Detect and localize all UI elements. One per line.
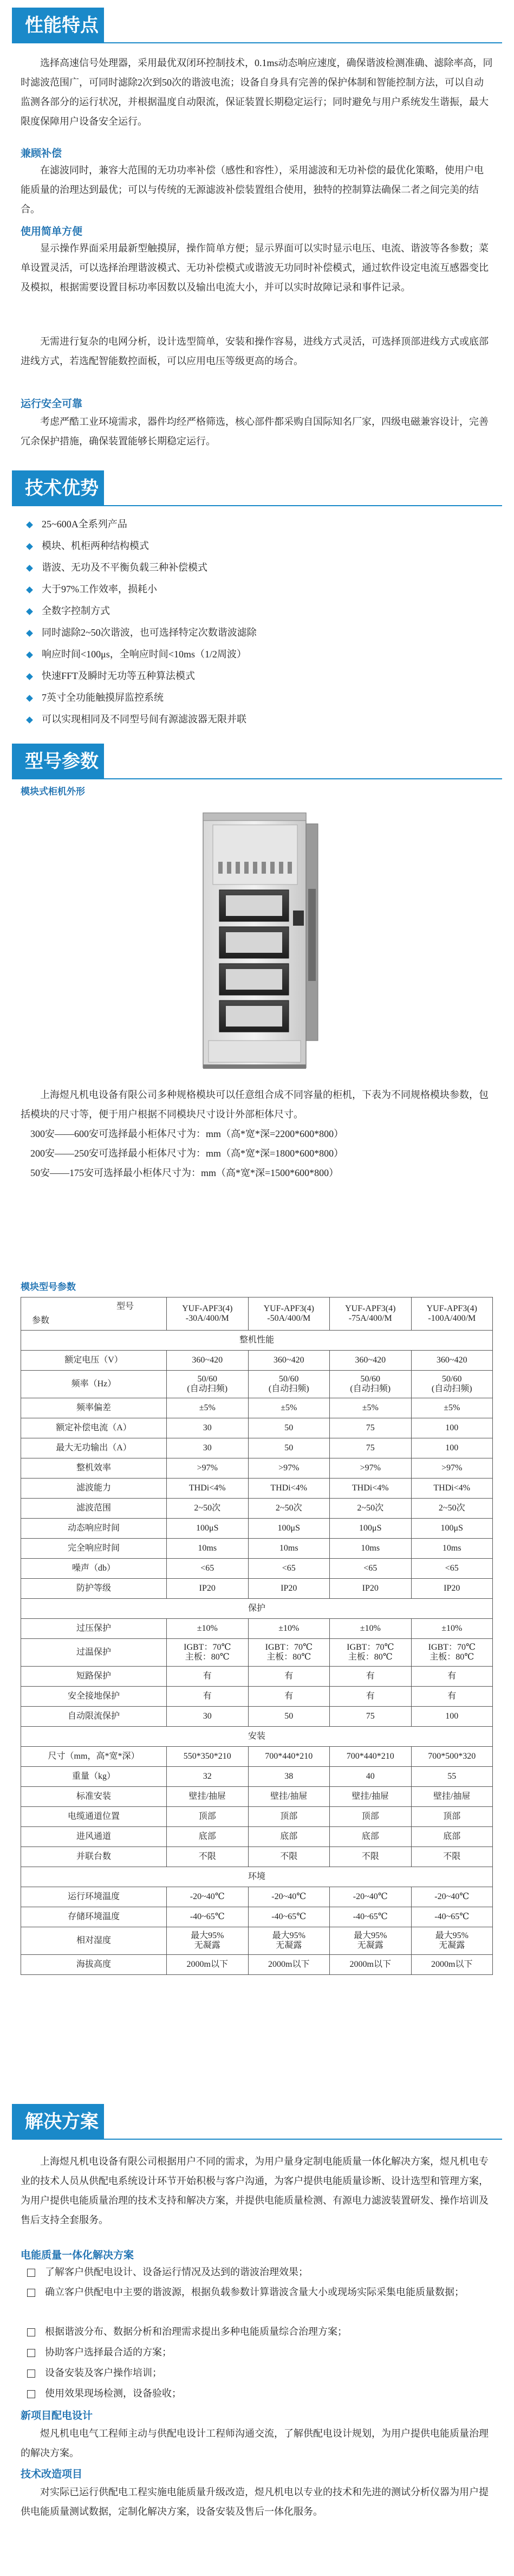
- features-sub-easy: 使用简单方便: [21, 226, 83, 237]
- cabinet-size-line: 300安——600安可选择最小柜体尺寸为：mm（高*宽*深=2200*600*800）: [30, 1128, 344, 1139]
- row-label-cell: 进风通道: [21, 1827, 167, 1847]
- features-p2: 显示操作界面采用最新型触摸屏，操作简单方便；显示界面可以实时显示电压、电流、谐波等各参数；菜单设置灵活，可以选择治理谐波模式、无功补偿模式或谐波无功同时补偿模式，通过软件设定电流互感器变比及模拟，根据需要设置目标功率因数以及输出电流大小，并可以实时故障记录和事件记录。: [21, 243, 489, 293]
- table-cell: 有: [167, 1687, 249, 1707]
- table-cell: -40~65℃: [248, 1907, 330, 1927]
- table-cell: 360~420: [330, 1351, 412, 1371]
- table-cell: 55: [411, 1767, 493, 1787]
- table-group-title: 环境: [21, 1867, 493, 1887]
- features-intro: 选择高速信号处理器，采用最优双闭环控制技术，0.1ms动态响应速度，确保谐波检测准确、滤除率高，同时滤波范围广，可同时滤除2次到50次的谐波电流；设备自身具有完善的保护体制和智能控制方法，可以自动监测各部分的运行状况，并根据温度自动限流，保证装置长期稳定运行；同时避免与用户系统发生谐振，最大限度保障用户设备安全运行。: [21, 57, 493, 127]
- row-label-cell: 额定补偿电流（A）: [21, 1418, 167, 1438]
- table-cell: 10ms: [167, 1539, 249, 1559]
- table-cell: 底部: [167, 1827, 249, 1847]
- table-cell: 2~50次: [167, 1499, 249, 1519]
- table-cell: 有: [411, 1667, 493, 1687]
- table-cell: THDi<4%: [411, 1479, 493, 1499]
- row-label-cell: 动态响应时间: [21, 1519, 167, 1539]
- checkbox-icon: [27, 2269, 35, 2277]
- table-row: [21, 1458, 493, 1479]
- row-label-cell: 海拔高度: [21, 1955, 167, 1975]
- table-row: [21, 1639, 493, 1667]
- solution-step: 使用效果现场检测，设备验收；: [27, 2384, 181, 2403]
- model-header-cell: YUF-APF3(4) -75A/400/M: [330, 1297, 412, 1331]
- row-label-cell: 滤波能力: [21, 1479, 167, 1499]
- table-cell: 550*350*210: [167, 1747, 249, 1767]
- row-label-cell: 存储环境温度: [21, 1907, 167, 1927]
- advantage-item: 模块、机柜两种结构模式: [27, 535, 149, 556]
- table-cell: 有: [330, 1667, 412, 1687]
- row-label-cell: 标准安装: [21, 1787, 167, 1807]
- table-row: [21, 1927, 493, 1955]
- table-cell: 最大95% 无凝露: [248, 1927, 330, 1955]
- table-cell: 顶部: [167, 1807, 249, 1827]
- table-cell: 底部: [330, 1827, 412, 1847]
- table-row: [21, 1418, 493, 1438]
- spec-table-body: [21, 1297, 493, 1975]
- table-cell: 30: [167, 1438, 249, 1458]
- diamond-bullet-icon: [26, 717, 33, 724]
- row-label-cell: 防护等级: [21, 1579, 167, 1599]
- table-cell: 75: [330, 1707, 412, 1727]
- table-row: [21, 1887, 493, 1907]
- table-row: [21, 1747, 493, 1767]
- table-cell: 10ms: [248, 1539, 330, 1559]
- row-label-cell: 整机效率: [21, 1458, 167, 1479]
- section-title-features: 性能特点: [12, 8, 104, 43]
- table-cell: 2000m以下: [411, 1955, 493, 1975]
- features-p4: 考虑严酷工业环境需求，器件均经严格筛选，核心部件都采购自国际知名厂家，四级电磁兼容设计，完善冗余保护措施，确保装置能够长期稳定运行。: [21, 416, 489, 447]
- model-header-cell: YUF-APF3(4) -30A/400/M: [167, 1297, 249, 1331]
- table-row: [21, 1559, 493, 1579]
- table-cell: 30: [167, 1707, 249, 1727]
- table-cell: ±10%: [330, 1619, 412, 1639]
- solutions-p3: 对实际已运行供配电工程实施电能质量升级改造，煜凡机电以专业的技术和先进的测试分析仪器为用户提供电能质量测试数据，定制化解决方案，设备安装及售后一体化服务。: [21, 2487, 489, 2517]
- table-cell: 100μS: [411, 1519, 493, 1539]
- table-cell: 最大95% 无凝露: [167, 1927, 249, 1955]
- diamond-bullet-icon: [26, 609, 33, 616]
- row-label-cell: 自动限流保护: [21, 1707, 167, 1727]
- table-cell: 壁挂/抽屉: [248, 1787, 330, 1807]
- spec-table: [21, 1297, 493, 1975]
- table-cell: 38: [248, 1767, 330, 1787]
- row-label-cell: 尺寸（mm，高*宽*深）: [21, 1747, 167, 1767]
- table-row: [21, 1787, 493, 1807]
- diamond-bullet-icon: [26, 522, 33, 529]
- table-row: [21, 1807, 493, 1827]
- table-cell: 2~50次: [411, 1499, 493, 1519]
- table-cell: 顶部: [411, 1807, 493, 1827]
- table-cell: -40~65℃: [330, 1907, 412, 1927]
- row-label-cell: 完全响应时间: [21, 1539, 167, 1559]
- table-cell: 不限: [167, 1847, 249, 1867]
- solutions-sub-retrofit: 技术改造项目: [21, 2469, 83, 2480]
- table-cell: 2~50次: [330, 1499, 412, 1519]
- table-cell: IP20: [167, 1579, 249, 1599]
- table-cell: >97%: [330, 1458, 412, 1479]
- table-cell: -20~40℃: [248, 1887, 330, 1907]
- advantage-item: 25~600A全系列产品: [27, 514, 127, 534]
- table-cell: -20~40℃: [167, 1887, 249, 1907]
- table-group-row: [21, 1599, 493, 1619]
- table-row: [21, 1619, 493, 1639]
- advantage-item: 同时滤除2~50次谐波，也可选择特定次数谐波滤除: [27, 622, 257, 643]
- table-cell: 75: [330, 1418, 412, 1438]
- model-header-cell: YUF-APF3(4) -50A/400/M: [248, 1297, 330, 1331]
- table-cell: IGBT：70℃ 主板：80℃: [248, 1639, 330, 1667]
- table-row: [21, 1827, 493, 1847]
- corner-param-label: 参数: [32, 1316, 50, 1325]
- table-cell: 32: [167, 1767, 249, 1787]
- table-cell: -40~65℃: [411, 1907, 493, 1927]
- table-cell: IGBT：70℃ 主板：80℃: [330, 1639, 412, 1667]
- table-header-row: [21, 1297, 493, 1331]
- features-p1: 在滤波同时，兼容大范围的无功功率补偿（感性和容性），采用滤波和无功补偿的最优化策略，使用户电能质量的治理达到最优；可以与传统的无源滤波补偿装置组合使用，独特的控制算法确保二者之间完美的结合。: [21, 165, 484, 215]
- table-cell: 顶部: [248, 1807, 330, 1827]
- advantage-item: 全数字控制方式: [27, 601, 110, 621]
- solutions-intro: 上海煜凡机电设备有限公司根据用户不同的需求，为用户量身定制电能质量一体化解决方案，煜凡机电专业的技术人员从供配电系统设计环节开始积极与客户沟通，为客户提供电能质量诊断、设计选型和管理方案，为用户提供电能质量治理的技术支持和解决方案，并提供电能质量检测、有源电力滤波装置研发、操作培训及售后支持全套服务。: [21, 2156, 489, 2225]
- table-cell: 50/60 (自动扫频): [248, 1371, 330, 1398]
- table-cell: 100: [411, 1418, 493, 1438]
- table-cell: IGBT：70℃ 主板：80℃: [411, 1639, 493, 1667]
- table-cell: ±5%: [248, 1398, 330, 1418]
- table-cell: 最大95% 无凝露: [330, 1927, 412, 1955]
- table-cell: 50/60 (自动扫频): [330, 1371, 412, 1398]
- checkbox-icon: [27, 2328, 35, 2336]
- table-cell: 10ms: [330, 1539, 412, 1559]
- section-title-models: 型号参数: [12, 744, 104, 779]
- table-cell: >97%: [167, 1458, 249, 1479]
- table-cell: 100μS: [167, 1519, 249, 1539]
- table-cell: 100: [411, 1707, 493, 1727]
- diamond-bullet-icon: [26, 652, 33, 659]
- table-cell: ±10%: [167, 1619, 249, 1639]
- row-label-cell: 频率（Hz）: [21, 1371, 167, 1398]
- diamond-bullet-icon: [26, 674, 33, 681]
- table-cell: THDi<4%: [330, 1479, 412, 1499]
- table-row: [21, 1371, 493, 1398]
- table-cell: 40: [330, 1767, 412, 1787]
- solution-step: 了解客户供配电设计、设备运行情况及达到的谐波治理效果；: [27, 2262, 308, 2282]
- table-cell: 壁挂/抽屉: [167, 1787, 249, 1807]
- table-row: [21, 1687, 493, 1707]
- checkbox-icon: [27, 2289, 35, 2297]
- row-label-cell: 重量（kg）: [21, 1767, 167, 1787]
- table-cell: 100μS: [330, 1519, 412, 1539]
- features-sub-reliable: 运行安全可靠: [21, 398, 83, 410]
- table-cell: 顶部: [330, 1807, 412, 1827]
- section-divider: [12, 2139, 502, 2140]
- row-label-cell: 滤波范围: [21, 1499, 167, 1519]
- models-sub-table: 模块型号参数: [21, 1282, 76, 1292]
- table-cell: <65: [411, 1559, 493, 1579]
- table-cell: 10ms: [411, 1539, 493, 1559]
- table-cell: ±5%: [411, 1398, 493, 1418]
- row-label-cell: 短路保护: [21, 1667, 167, 1687]
- table-row: [21, 1351, 493, 1371]
- solution-step: 确立客户供配电中主要的谐波源，根据负载参数计算谐波含量大小或现场实际采集电能质量数据；: [27, 2283, 493, 2301]
- row-label-cell: 噪声（db）: [21, 1559, 167, 1579]
- table-cell: 30: [167, 1418, 249, 1438]
- table-cell: 有: [248, 1687, 330, 1707]
- advantage-item: 可以实现相同及不同型号间有源滤波器无限并联: [27, 709, 246, 729]
- table-cell: 2000m以下: [330, 1955, 412, 1975]
- table-cell: -20~40℃: [411, 1887, 493, 1907]
- model-header-cell: YUF-APF3(4) -100A/400/M: [411, 1297, 493, 1331]
- table-cell: 有: [411, 1687, 493, 1707]
- row-label-cell: 安全接地保护: [21, 1687, 167, 1707]
- table-cell: 360~420: [248, 1351, 330, 1371]
- table-cell: >97%: [411, 1458, 493, 1479]
- table-cell: >97%: [248, 1458, 330, 1479]
- row-label-cell: 频率偏差: [21, 1398, 167, 1418]
- table-cell: 有: [330, 1687, 412, 1707]
- diamond-bullet-icon: [26, 630, 33, 637]
- solution-step: 根据谐波分布、数据分析和治理需求提出多种电能质量综合治理方案；: [27, 2322, 347, 2341]
- models-sub-cabinet: 模块式柜机外形: [21, 786, 85, 797]
- row-label-cell: 电缆通道位置: [21, 1807, 167, 1827]
- table-cell: 2000m以下: [167, 1955, 249, 1975]
- table-row: [21, 1579, 493, 1599]
- table-cell: 有: [248, 1667, 330, 1687]
- row-label-cell: 额定电压（V）: [21, 1351, 167, 1371]
- table-cell: 最大95% 无凝露: [411, 1927, 493, 1955]
- table-cell: 50: [248, 1438, 330, 1458]
- solution-step: 协助客户选择最合适的方案；: [27, 2342, 172, 2362]
- table-cell: IGBT：70℃ 主板：80℃: [167, 1639, 249, 1667]
- table-cell: 不限: [411, 1847, 493, 1867]
- advantage-item: 7英寸全功能触摸屏监控系统: [27, 687, 164, 708]
- table-cell: 700*440*210: [248, 1747, 330, 1767]
- section-title-advantages: 技术优势: [12, 470, 104, 506]
- advantage-item: 快速FFT及瞬时无功等五种算法模式: [27, 666, 195, 686]
- checkbox-icon: [27, 2390, 35, 2398]
- table-cell: 2~50次: [248, 1499, 330, 1519]
- table-cell: 50/60 (自动扫频): [167, 1371, 249, 1398]
- table-row: [21, 1539, 493, 1559]
- section-title-solutions: 解决方案: [12, 2104, 104, 2140]
- table-cell: <65: [248, 1559, 330, 1579]
- features-sub-compensation: 兼顾补偿: [21, 148, 62, 159]
- table-cell: ±10%: [248, 1619, 330, 1639]
- table-cell: ±5%: [167, 1398, 249, 1418]
- section-divider: [12, 42, 502, 43]
- table-cell: 不限: [330, 1847, 412, 1867]
- table-corner-cell: [21, 1297, 167, 1331]
- table-cell: ±5%: [330, 1398, 412, 1418]
- section-divider: [12, 778, 502, 779]
- table-cell: 不限: [248, 1847, 330, 1867]
- table-cell: THDi<4%: [248, 1479, 330, 1499]
- table-cell: THDi<4%: [167, 1479, 249, 1499]
- table-group-row: [21, 1727, 493, 1747]
- table-group-title: 整机性能: [21, 1331, 493, 1351]
- table-cell: <65: [167, 1559, 249, 1579]
- table-cell: 50/60 (自动扫频): [411, 1371, 493, 1398]
- table-row: [21, 1707, 493, 1727]
- diamond-bullet-icon: [26, 544, 33, 551]
- table-cell: 360~420: [167, 1351, 249, 1371]
- advantage-item: 响应时间<100μs，全响应时间<10ms（1/2周波）: [27, 644, 246, 664]
- diamond-bullet-icon: [26, 565, 33, 572]
- row-label-cell: 最大无功输出（A）: [21, 1438, 167, 1458]
- table-row: [21, 1907, 493, 1927]
- advantage-item: 谐波、无功及不平衡负载三种补偿模式: [27, 557, 207, 578]
- row-label-cell: 过温保护: [21, 1639, 167, 1667]
- table-row: [21, 1479, 493, 1499]
- diamond-bullet-icon: [26, 587, 33, 594]
- table-cell: 75: [330, 1438, 412, 1458]
- table-cell: <65: [330, 1559, 412, 1579]
- table-row: [21, 1667, 493, 1687]
- table-group-title: 安装: [21, 1727, 493, 1747]
- section-divider: [12, 505, 502, 506]
- cabinet-image: [192, 808, 322, 1073]
- table-group-row: [21, 1867, 493, 1887]
- table-cell: IP20: [411, 1579, 493, 1599]
- table-cell: 2000m以下: [248, 1955, 330, 1975]
- table-cell: 底部: [248, 1827, 330, 1847]
- table-cell: 底部: [411, 1827, 493, 1847]
- table-row: [21, 1767, 493, 1787]
- table-cell: IP20: [330, 1579, 412, 1599]
- table-cell: 700*440*210: [330, 1747, 412, 1767]
- cabinet-description: 上海煜凡机电设备有限公司多种规格模块可以任意组合成不同容量的柜机，下表为不同规格模块参数，包括模块的尺寸等，便于用户根据不同模块尺寸设计外部柜体尺寸。: [21, 1089, 489, 1120]
- table-cell: 50: [248, 1707, 330, 1727]
- checkbox-icon: [27, 2370, 35, 2378]
- row-label-cell: 并联台数: [21, 1847, 167, 1867]
- table-cell: 有: [167, 1667, 249, 1687]
- table-cell: 100μS: [248, 1519, 330, 1539]
- table-cell: -40~65℃: [167, 1907, 249, 1927]
- solutions-sub-new-project: 新项目配电设计: [21, 2410, 93, 2422]
- cabinet-size-line: 200安——250安可选择最小柜体尺寸为：mm（高*宽*深=1800*600*800）: [30, 1148, 344, 1159]
- table-row: [21, 1438, 493, 1458]
- table-cell: 700*500*320: [411, 1747, 493, 1767]
- table-cell: -20~40℃: [330, 1887, 412, 1907]
- table-cell: 100: [411, 1438, 493, 1458]
- row-label-cell: 过压保护: [21, 1619, 167, 1639]
- features-p3: 无需进行复杂的电网分析，设计选型简单，安装和操作容易，进线方式灵活，可选择顶部进线方式或底部进线方式，若选配智能数控面板，可以应用电压等级更高的场合。: [21, 336, 489, 366]
- table-cell: 360~420: [411, 1351, 493, 1371]
- corner-model-label: 型号: [116, 1302, 134, 1311]
- solutions-sub-integrated: 电能质量一体化解决方案: [21, 2250, 134, 2261]
- cabinet-illustration: [192, 808, 322, 1073]
- table-group-title: 保护: [21, 1599, 493, 1619]
- solution-step: 设备安装及客户操作培训；: [27, 2363, 162, 2383]
- table-row: [21, 1499, 493, 1519]
- table-cell: 壁挂/抽屉: [330, 1787, 412, 1807]
- table-row: [21, 1398, 493, 1418]
- checkbox-icon: [27, 2349, 35, 2357]
- table-row: [21, 1955, 493, 1975]
- table-cell: ±10%: [411, 1619, 493, 1639]
- advantage-item: 大于97%工作效率，损耗小: [27, 579, 157, 599]
- row-label-cell: 相对湿度: [21, 1927, 167, 1955]
- row-label-cell: 运行环境温度: [21, 1887, 167, 1907]
- cabinet-size-line: 50安——175安可选择最小柜体尺寸为：mm（高*宽*深=1500*600*800）: [30, 1167, 339, 1178]
- table-group-row: [21, 1331, 493, 1351]
- table-row: [21, 1519, 493, 1539]
- diamond-bullet-icon: [26, 695, 33, 702]
- table-cell: 50: [248, 1418, 330, 1438]
- table-row: [21, 1847, 493, 1867]
- table-cell: 壁挂/抽屉: [411, 1787, 493, 1807]
- solutions-p2: 煜凡机电电气工程师主动与供配电设计工程师沟通交流，了解供配电设计规划，为用户提供电能质量治理的解决方案。: [21, 2428, 489, 2458]
- table-cell: IP20: [248, 1579, 330, 1599]
